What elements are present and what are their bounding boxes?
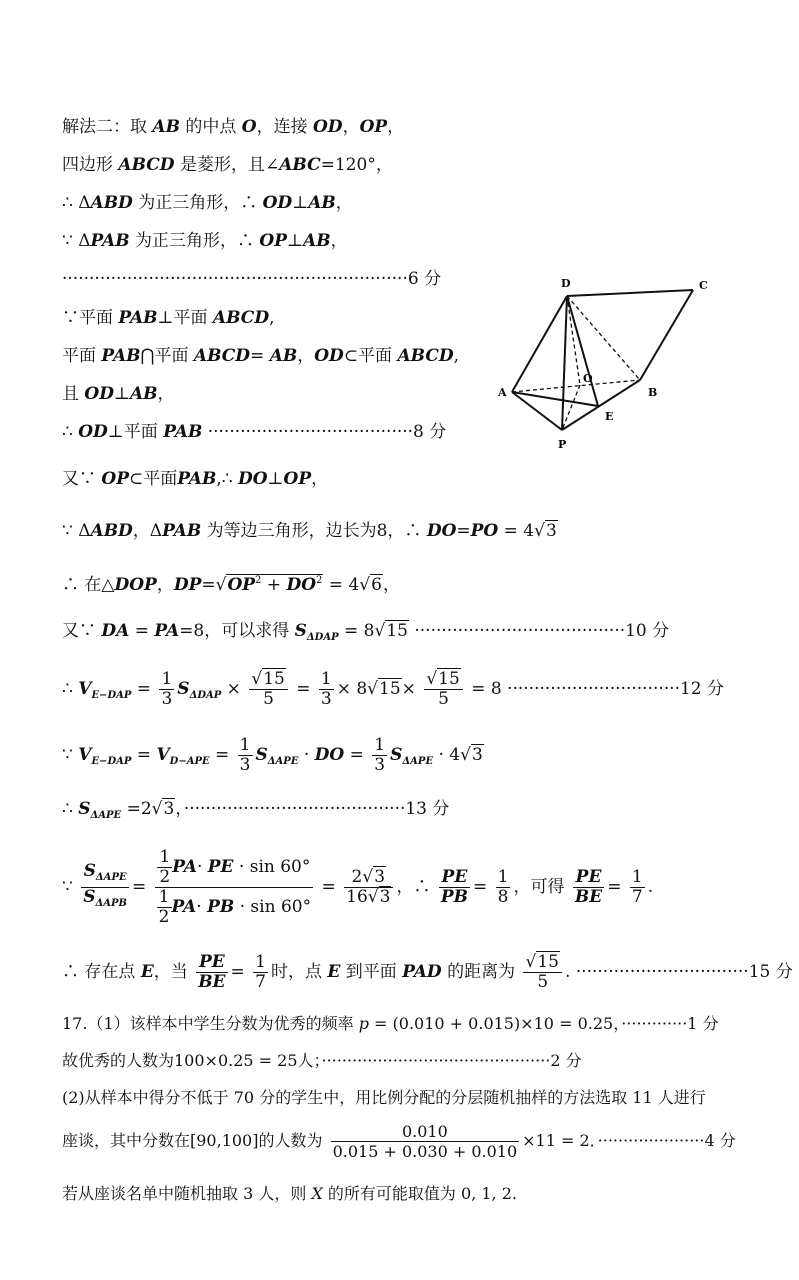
line-area-dap: 又∵ DA = PA=8，可以求得 $S_{\Delta DAP} = 8√15 \cdot\cdot\cdot\cdot\cdot\cdot\cdot\cdot\cdot\cdot\cdot\cdot\cdot\cdot\cdot\cdot\cdot\cdot\cdot\cdot\cdot\cdot\cdot\cdot\cdot\cdot\cdot\cdot\cdot\cdot\cdot\cdot\cdot\cdot\cdot\cdot\cdot\cdot\cdot 10$ 分 bbox=[62, 621, 670, 643]
text: 解法二：取 bbox=[62, 117, 153, 137]
line-op-in-plane: 又∵ OP⊂平面PAB,∴ DO⊥OP， bbox=[62, 469, 329, 489]
line-score-6: ································································6 分 bbox=[62, 269, 442, 289]
edge-da bbox=[512, 296, 567, 392]
line-rhombus: 四边形 ABCD 是菱形，且∠ABC=120°， bbox=[62, 155, 393, 175]
pyramid-figure bbox=[495, 272, 725, 462]
hidden-edges bbox=[512, 296, 640, 430]
line-equilateral-side-8: ∵ ΔABD，ΔPAB 为等边三角形，边长为8，∴ DO=PO = 4√3 bbox=[62, 521, 557, 541]
edge-pb bbox=[562, 380, 640, 430]
edge-dc bbox=[567, 290, 693, 296]
label-o: O bbox=[583, 372, 593, 385]
line-pab-equilateral: ∵ ΔPAB 为正三角形，∴ OP⊥AB， bbox=[62, 231, 348, 251]
line-od-perp-ab: 且 OD⊥AB， bbox=[62, 384, 175, 404]
label-a: A bbox=[498, 386, 507, 399]
line-area-ape: ∴ $S_{\Delta APE} =2√3$，·········································13 分 bbox=[62, 799, 450, 821]
line-solution-method-2: 解法二：取 AB 的中点 O，连接 OD，OP， bbox=[62, 117, 405, 137]
line-q17-x-values: 若从座谈名单中随机抽取 3 人，则 X 的所有可能取值为 0, 1, 2. bbox=[62, 1184, 517, 1203]
edge-ae bbox=[512, 392, 598, 406]
edge-ap bbox=[512, 392, 562, 430]
line-abd-equilateral: ∴ ΔABD 为正三角形，∴ OD⊥AB， bbox=[62, 193, 353, 213]
label-c: C bbox=[699, 279, 708, 292]
edge-dp bbox=[562, 296, 567, 430]
line-planes-perp: ∵平面 PAB⊥平面 ABCD, bbox=[62, 308, 275, 328]
edge-ab-hidden bbox=[512, 380, 640, 392]
line-q17-part2: (2)从样本中得分不低于 70 分的学生中，用比例分配的分层随机抽样的方法选取 11 人进行 bbox=[62, 1088, 706, 1107]
line-volume-e-dap: ∴ $V_{E-DAP}$ = $\frac{1}{3}$ $S_{\Delta DAP}$ × $\frac{√15}{5}$ = $\frac{1}{3}$ × 8√15× $\frac{√15}{5}$ = 8 ································12 分 bbox=[62, 669, 725, 709]
edge-cb bbox=[640, 290, 693, 380]
line-dp-length: ∴ 在△DOP，$DP=√OP^2 + DO^2 = 4√6$， bbox=[62, 575, 400, 595]
line-planes-intersection: 平面 PAB⋂平面 ABCD= AB，OD⊂平面 ABCD, bbox=[62, 346, 460, 366]
line-q17-symposium: 座谈，其中分数在[90,100]的人数为 $\frac{0.010}{0.015 + 0.030 + 0.010}$ ×11 = 2．·····················4 分 bbox=[62, 1122, 736, 1161]
pyramid-edges bbox=[512, 290, 693, 430]
label-b: B bbox=[648, 386, 658, 399]
line-area-ratio: ∵ $\frac{S_{\Delta APE}}{S_{\Delta APB}}$ = $\frac{1}{2}$ PA· PE · sin 60° $\frac{1}{2}$ PA· PB · sin 60° = $\frac{2√3}{16√3}$ ，∴ $\frac{PE}{PB}$ = $\frac{1}{8}$ ，可得 $\frac{PE}{BE}$ = $\frac{1}{7}$ . bbox=[62, 847, 654, 927]
line-q17-excellent-count: 故优秀的人数为100×0.25 = 25人；·············································2 分 bbox=[62, 1051, 582, 1070]
line-q17-part1: 17.（1）该样本中学生分数为优秀的频率 p = (0.010 + 0.015)×10 = 0.25，·············1 分 bbox=[62, 1014, 719, 1033]
label-e: E bbox=[605, 410, 614, 423]
label-d: D bbox=[561, 277, 571, 290]
line-conclusion: ∴ 存在点 E，当 $\frac{PE}{BE}$ = $\frac{1}{7}$ 时，点 E 到平面 PAD 的距离为 $\frac{√15}{5}$ . ································15 分 bbox=[62, 952, 793, 992]
line-volume-equal: ∵ $V_{E-DAP} = V_{D-APE}$ = $\frac{1}{3}$ $S_{\Delta APE}$ · DO = $\frac{1}{3}$ $S_{\Delta APE} \cdot 4√3$ bbox=[62, 735, 483, 775]
edge-de bbox=[567, 296, 598, 406]
line-od-perp-plane: ∴ OD⊥平面 PAB ······································8 分 bbox=[62, 422, 447, 442]
label-p: P bbox=[558, 438, 567, 451]
